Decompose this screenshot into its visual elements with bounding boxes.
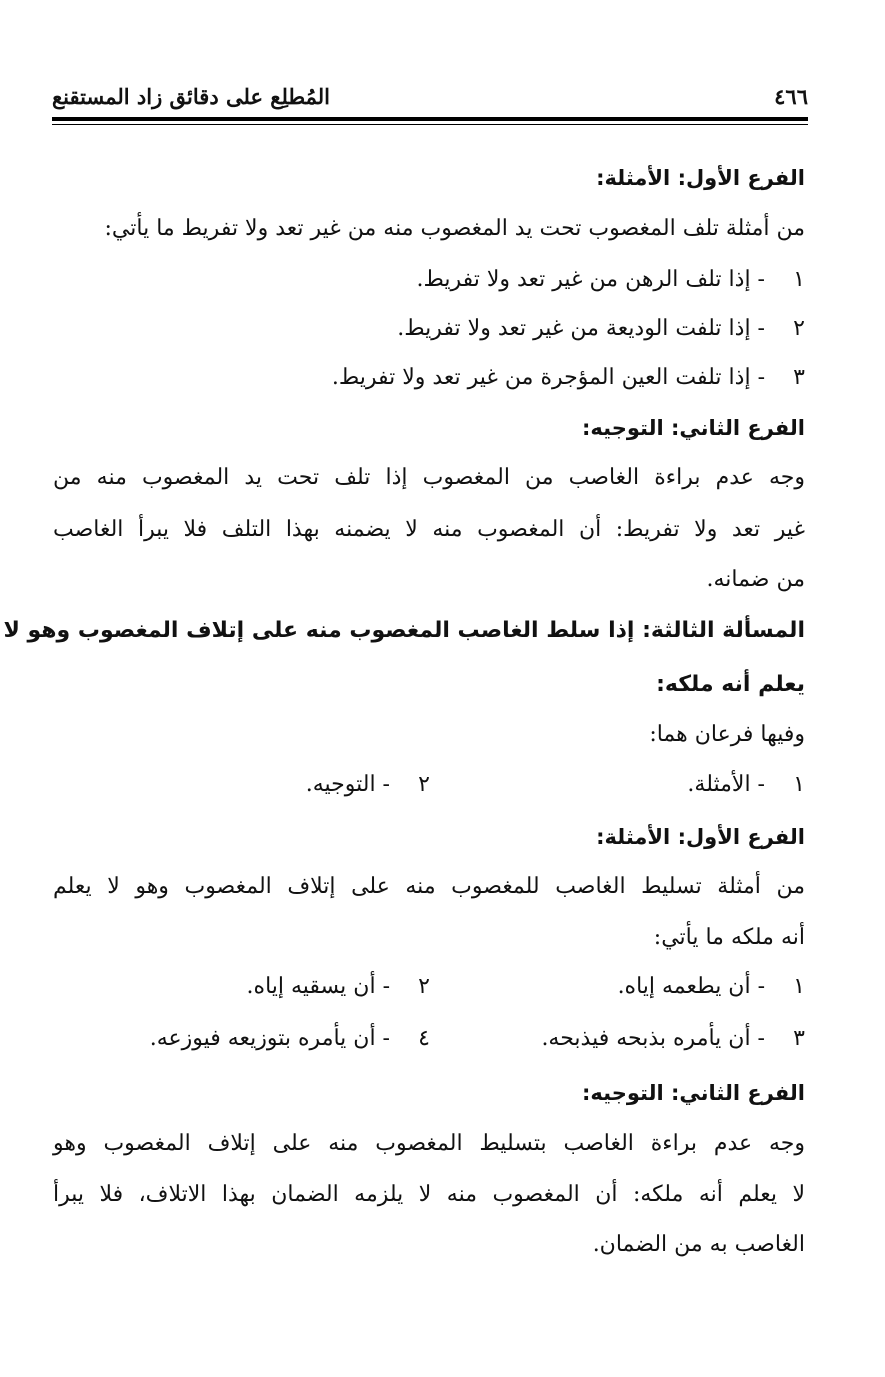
running-title: المُطلِع على دقائق زاد المستقنع [52,84,331,109]
item-number: ١ [793,974,805,999]
masala-intro: وفيها فرعان هما: [649,722,805,747]
list-item [416,265,805,295]
item-number: ٤ [418,1026,430,1051]
item-number: ٢ [418,974,430,999]
reason-line: وجه عدم براءة الغاصب من المغصوب إذا تلف تحت يد المغصوب منه من [53,465,805,490]
branch-item [306,770,430,800]
list-item [618,972,805,1002]
item-text: - إذا تلف الرهن من غير تعد ولا تفريط. [416,267,765,292]
intro-line: أنه ملكه ما يأتي: [653,925,805,950]
item-number: ٢ [793,316,805,341]
item-number: ١ [793,267,805,292]
item-number: ١ [793,772,805,797]
header-rule-thick [52,117,808,121]
page-header [52,82,808,116]
heading-reason-2: الفرع الثاني: التوجيه: [582,1081,805,1105]
item-text: - الأمثلة. [687,772,765,797]
item-number: ٣ [793,1026,805,1051]
item-text: - التوجيه. [305,772,390,797]
intro-line: من أمثلة تسليط الغاصب للمغصوب منه على إتلاف المغصوب وهو لا يعلم [53,874,805,899]
item-text: - أن يسقيه إياه. [246,974,390,999]
header-rule-thin [52,124,808,125]
reason-line: لا يعلم أنه ملكه: أن المغصوب منه لا يلزمه الضمان بهذا الاتلاف، فلا يبرأ [53,1182,805,1207]
list-item [541,1024,805,1054]
item-text: - أن يأمره بتوزيعه فيوزعه. [149,1026,390,1051]
reason-line: غير تعد ولا تفريط: أن المغصوب منه لا يضمنه بهذا التلف فلا يبرأ الغاصب [53,517,805,542]
reason-line: وجه عدم براءة الغاصب بتسليط المغصوب منه على إتلاف المغصوب وهو [53,1131,805,1156]
page-number: ٤٦٦ [774,84,808,109]
intro-paragraph-1: من أمثلة تلف المغصوب تحت يد المغصوب منه من غير تعد ولا تفريط ما يأتي: [104,216,805,241]
branch-item [687,770,805,800]
item-text: - إذا تلفت العين المؤجرة من غير تعد ولا تفريط. [331,365,765,390]
list-item [332,363,805,393]
list-item [397,314,805,344]
masala-title-line-2: يعلم أنه ملكه: [656,672,805,697]
item-text: - أن يأمره بذبحه فيذبحه. [541,1026,765,1051]
list-item [150,1024,430,1054]
item-number: ٢ [418,772,430,797]
item-text: - إذا تلفت الوديعة من غير تعد ولا تفريط. [397,316,765,341]
heading-examples-1: الفرع الأول: الأمثلة: [596,166,805,190]
item-number: ٣ [793,365,805,390]
masala-title-line-1: المسألة الثالثة: إذا سلط الغاصب المغصوب منه على إتلاف المغصوب وهو لا [3,618,805,643]
reason-line: من ضمانه. [706,567,805,592]
item-text: - أن يطعمه إياه. [617,974,765,999]
heading-reason-1: الفرع الثاني: التوجيه: [582,416,805,440]
list-item [247,972,430,1002]
reason-line: الغاصب به من الضمان. [592,1232,805,1257]
heading-examples-2: الفرع الأول: الأمثلة: [596,825,805,849]
